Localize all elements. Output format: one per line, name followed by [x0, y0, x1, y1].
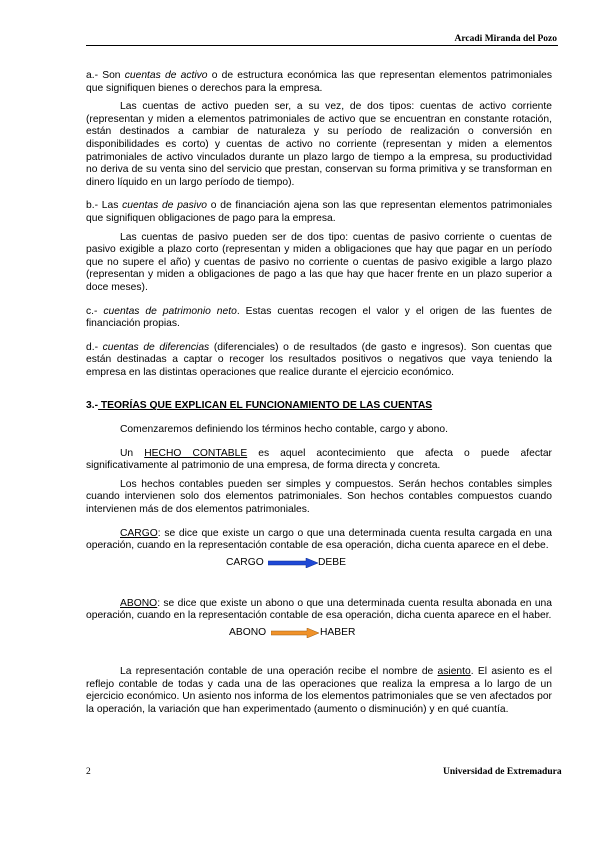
paragraph-activo-detail: Las cuentas de activo pueden ser, a su vez, de dos tipos: cuentas de activo corriente (representan y miden a elementos patrimoniales de activo que se encuentran en constante rotación, están destinados a cambiar de naturaleza y su período de realización o conversión en disponibilidades es corto) y cuentas de activo no corriente (representan y miden a elementos patrimoniales de activo vinculados durante un plazo largo de tiempo a la empresa, su productividad no deriva de su venta sino del servicio que prestan, conservan su forma primitiva y se transforman en dinero líquido en un largo período de tiempo).	[86, 101, 552, 188]
paragraph-text: : se dice que existe un abono o que una determinada cuenta resulta abonada en una operación, cuando en la representación contable de esa operación, dicha cuenta aparece en el haber.	[86, 597, 552, 622]
paragraph-cargo	[86, 528, 552, 553]
paragraph-asiento	[86, 666, 552, 716]
section-title-text: TEORÍAS QUE EXPLICAN EL FUNCIONAMIENTO DE LAS CUENTAS	[98, 400, 433, 412]
section-number: 3.-	[86, 400, 99, 412]
term-cuentas-diferencias: cuentas de diferencias	[102, 341, 210, 353]
paragraph-text: . El asiento es el reflejo contable de todas y cada una de las operaciones que realiza la empresa a lo largo de un ejercicio económico. Un asiento nos informa de los elementos patrimoniales que se ven afectados por la operación, la variación que han experimentado (aumento o disminución) y en qué cuantía.	[86, 666, 552, 715]
paragraph-text: . Estas cuentas recogen el valor y el origen de las fuentes de financiación propias.	[86, 305, 553, 330]
header-author: Arcadi Miranda del Pozo	[454, 34, 557, 44]
term-hecho-contable: HECHO CONTABLE	[144, 447, 248, 459]
paragraph-b	[86, 200, 552, 225]
paragraph-c	[86, 306, 552, 331]
section-intro: Comenzaremos definiendo los términos hecho contable, cargo y abono.	[120, 424, 448, 436]
paragraph-pasivo-detail: Las cuentas de pasivo pueden ser de dos tipo: cuentas de pasivo corriente o cuentas de pasivo exigible a plazo corto (representan y miden a obligaciones que hay que pagar en un período que no supere el año) y cuentas de pasivo no corriente o cuentas de pasivo exigible a largo plazo (representan y miden a obligaciones de pago a las que hay que hacer frente en un plazo superior a doce meses).	[86, 231, 552, 293]
paragraph-text: : se dice que existe un cargo o que una determinada cuenta resulta cargada en una operación, cuando en la representación contable de esa operación, dicha cuenta aparece en el debe.	[86, 527, 552, 552]
term-abono: ABONO	[120, 597, 158, 609]
term-cargo: CARGO	[120, 527, 158, 539]
item-label: c.-	[86, 305, 104, 317]
paragraph-text: o de estructura económica las que representan elementos patrimoniales que signifiquen bienes o derechos para la empresa.	[86, 70, 552, 94]
right-arrow-icon	[271, 628, 319, 638]
page-number: 2	[86, 767, 91, 777]
header-rule	[86, 45, 558, 46]
term-cuentas-pasivo: cuentas de pasivo	[122, 200, 207, 212]
term-cuentas-activo: cuentas de activo	[124, 70, 208, 81]
abono-haber-diagram	[86, 625, 552, 641]
document-body	[86, 70, 552, 716]
paragraph-a	[86, 70, 552, 95]
cargo-debe-diagram	[86, 555, 552, 571]
right-arrow-icon	[268, 558, 318, 568]
item-label: b.- Las	[86, 200, 123, 212]
cargo-label: CARGO	[226, 556, 264, 568]
paragraph-text: (diferenciales) o de resultados (de gasto e ingresos). Son cuentas que están destinadas a captar o recoger los resultados positivos o negativos que vaya teniendo la empresa en las distintas operaciones que realice durante el ejercicio económico.	[86, 341, 552, 378]
term-patrimonio-neto: cuentas de patrimonio neto	[103, 305, 237, 317]
abono-label: ABONO	[229, 627, 267, 638]
paragraph-hecho-contable	[86, 448, 552, 473]
paragraph-text: La representación contable de una operación recibe el nombre de	[120, 666, 438, 677]
footer-institution: Universidad de Extremadura	[443, 767, 562, 777]
paragraph-abono	[86, 598, 552, 623]
item-label: d.-	[86, 341, 103, 353]
paragraph-text: o de financiación ajena son las que representan elementos patrimoniales que signifiquen obligaciones de pago para la empresa.	[86, 200, 552, 224]
term-asiento: asiento	[437, 666, 471, 677]
section-title	[86, 400, 552, 413]
paragraph-text: Un	[120, 447, 145, 459]
paragraph-hechos-types: Los hechos contables pueden ser simples y compuestos. Serán hechos contables simples cuando intervienen solo dos elementos patrimoniales. Son hechos contables compuestos cuando intervienen más de dos elementos patrimoniales.	[86, 478, 552, 516]
debe-label: DEBE	[318, 556, 347, 568]
item-label: a.- Son	[86, 70, 125, 81]
paragraph-text: es aquel acontecimiento que afecta o puede afectar significativamente al patrimonio de una empresa, de forma directa y concreta.	[86, 447, 552, 472]
haber-label: HABER	[320, 627, 356, 638]
paragraph-d	[86, 342, 552, 380]
